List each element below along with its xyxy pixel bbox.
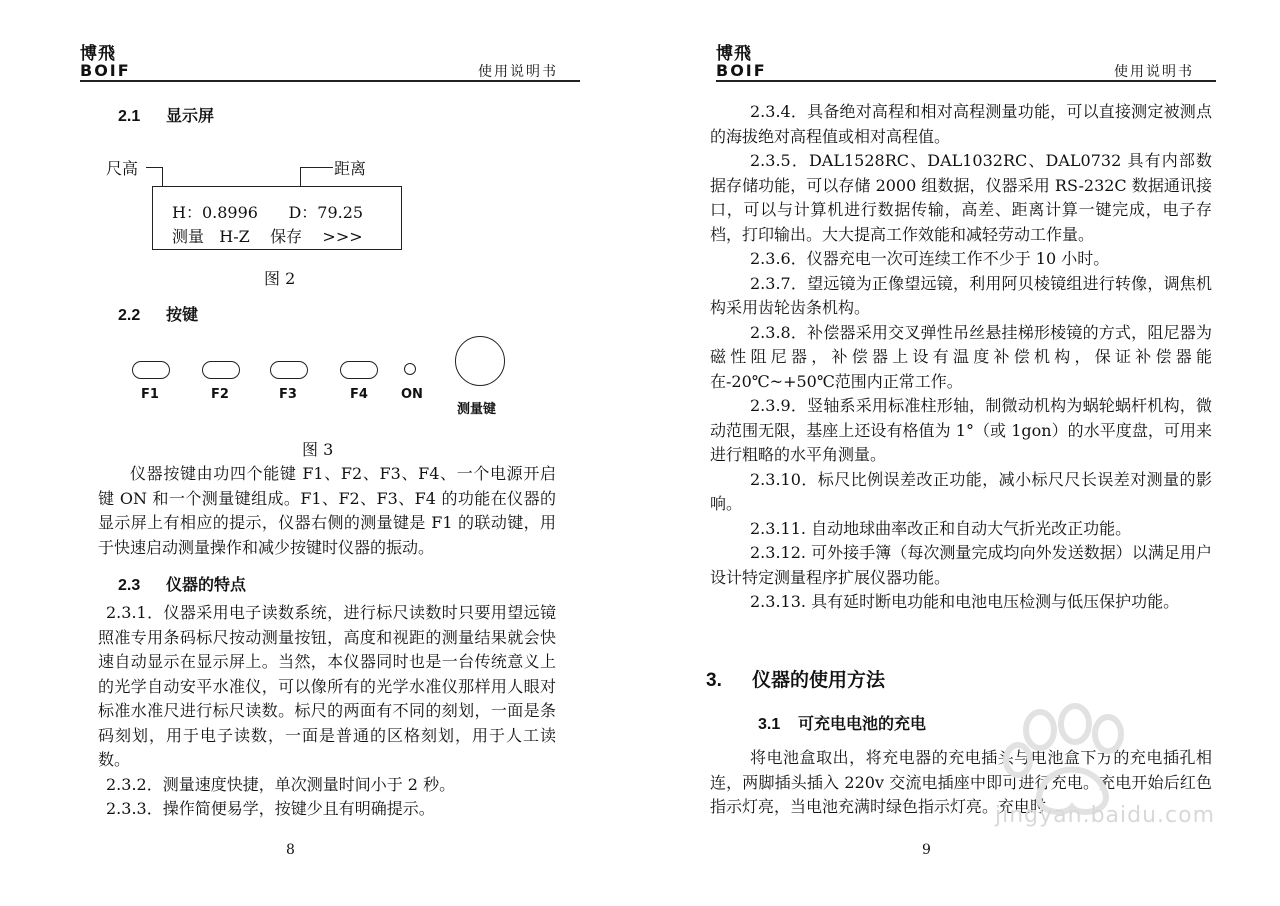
f1-key-label: F1 xyxy=(141,387,159,402)
features-right xyxy=(710,100,1212,615)
feature-2-3-12: 2.3.12. 可外接手簿（每次测量完成均向外发送数据）以满足用户设计特定测量程序扩展仪器功能。 xyxy=(710,543,1212,587)
section-3-1-heading: 3.1 可充电电池的充电 xyxy=(758,716,927,733)
section-3-heading: 3. 仪器的使用方法 xyxy=(706,670,886,691)
f2-key-icon xyxy=(202,361,240,379)
f3-key-label: F3 xyxy=(279,387,297,402)
display-line-1: H：0.8996 D：79.25 xyxy=(172,203,364,222)
power-key-label: ON xyxy=(401,387,423,402)
feature-2-3-13: 2.3.13. 具有延时断电功能和电池电压检测与低压保护功能。 xyxy=(750,592,1180,611)
display-line-2: 测量 H-Z 保存 >>> xyxy=(172,227,363,246)
header-rule xyxy=(80,80,580,82)
leader-line-right xyxy=(300,167,333,187)
leader-line-left xyxy=(146,167,163,187)
logo-chinese: 博飛 xyxy=(716,44,752,64)
watermark-text: jingyan.baidu.com xyxy=(995,803,1216,828)
header-title: 使用说明书 xyxy=(1114,64,1194,80)
charging-paragraph: 将电池盒取出，将充电器的充电插头与电池盒下方的充电插孔相连，两脚插头插入 220v 交流电插座中即可进行充电。充电开始后红色指示灯亮，当电池充满时绿色指示灯亮。充电时 xyxy=(710,748,1212,816)
feature-2-3-10: 2.3.10．标尺比例误差改正功能，减小标尺尺长误差对测量的影响。 xyxy=(710,469,1212,513)
page-number-right: 9 xyxy=(922,842,931,858)
logo-chinese: 博飛 xyxy=(80,44,116,64)
feature-2-3-6: 2.3.6．仪器充电一次可连续工作不少于 10 小时。 xyxy=(750,249,1110,268)
keys-paragraph: 仪器按键由功四个能键 F1、F2、F3、F4、一个电源开启键 ON 和一个测量键组成。F1、F2、F3、F4 的功能在仪器的显示屏上有相应的提示，仪器右侧的测量键是 F1 的联动键，用于快速启动测量操作和减少按键时仪器的振动。 xyxy=(98,464,556,557)
section-2-1-heading: 2.1 显示屏 xyxy=(118,108,215,125)
page-number-left: 8 xyxy=(286,842,295,858)
figure-2-caption: 图 2 xyxy=(264,269,296,288)
header-rule xyxy=(716,80,1216,82)
feature-2-3-5: 2.3.5．DAL1528RC、DAL1032RC、DAL0732 具有内部数据存储功能，可以存储 2000 组数据，仪器采用 RS-232C 数据通讯接口，可以与计算机进行数据传输，高差、距离计算一键完成，电子存档，打印输出。大大提高工作效能和减轻劳动工作量。 xyxy=(710,151,1212,244)
measure-key-label: 测量键 xyxy=(457,402,497,417)
section-2-3-heading: 2.3 仪器的特点 xyxy=(118,577,247,594)
f3-key-icon xyxy=(270,361,308,379)
measure-key-icon xyxy=(455,336,505,386)
feature-2-3-11: 2.3.11. 自动地球曲率改正和自动大气折光改正功能。 xyxy=(750,518,1132,538)
features-left xyxy=(98,601,556,822)
boif-logo xyxy=(716,46,767,79)
feature-2-3-9: 2.3.9．竖轴系采用标准柱形轴，制微动机构为蜗轮蜗杆机构，微动范围无限，基座上还设有格值为 1°（或 1gon）的水平度盘，可用来进行粗略的水平角测量。 xyxy=(710,396,1212,464)
f4-key-label: F4 xyxy=(350,387,368,402)
label-ruler-height: 尺高 xyxy=(106,159,139,178)
header-title: 使用说明书 xyxy=(478,64,558,80)
label-distance: 距离 xyxy=(334,159,367,178)
power-key-icon xyxy=(404,363,416,375)
boif-logo xyxy=(80,46,131,79)
section-2-2-heading: 2.2 按键 xyxy=(118,307,199,324)
figure-3-caption: 图 3 xyxy=(302,440,334,459)
f1-key-icon xyxy=(132,361,170,379)
logo-english: BOIF xyxy=(716,61,767,80)
f2-key-label: F2 xyxy=(211,387,229,402)
feature-2-3-1: 2.3.1．仪器采用电子读数系统，进行标尺读数时只要用望远镜照准专用条码标尺按动测量按钮，高度和视距的测量结果就会快速自动显示在显示屏上。当然，本仪器同时也是一台传统意义上的光学自动安平水准仪，可以像所有的光学水准仪那样用人眼对标准水准尺进行标尺读数。标尺的两面有不同的刻划，一面是条码刻划，用于电子读数，一面是普通的区格刻划，用于人工读数。 xyxy=(98,603,556,769)
feature-2-3-4: 2.3.4．具备绝对高程和相对高程测量功能，可以直接测定被测点的海拔绝对高程值或相对高程值。 xyxy=(710,102,1212,146)
feature-2-3-7: 2.3.7．望远镜为正像望远镜，利用阿贝棱镜组进行转像，调焦机构采用齿轮齿条机构。 xyxy=(710,273,1212,317)
feature-2-3-2: 2.3.2．测量速度快捷，单次测量时间小于 2 秒。 xyxy=(106,774,456,794)
f4-key-icon xyxy=(340,361,378,379)
logo-english: BOIF xyxy=(80,61,131,80)
feature-2-3-3: 2.3.3．操作简便易学，按键少且有明确提示。 xyxy=(106,799,435,818)
feature-2-3-8: 2.3.8．补偿器采用交叉弹性吊丝悬挂梯形棱镜的方式，阻尼器为磁性阻尼器，补偿器上设有温度补偿机构，保证补偿器能在-20℃~+50℃范围内正常工作。 xyxy=(710,322,1212,391)
